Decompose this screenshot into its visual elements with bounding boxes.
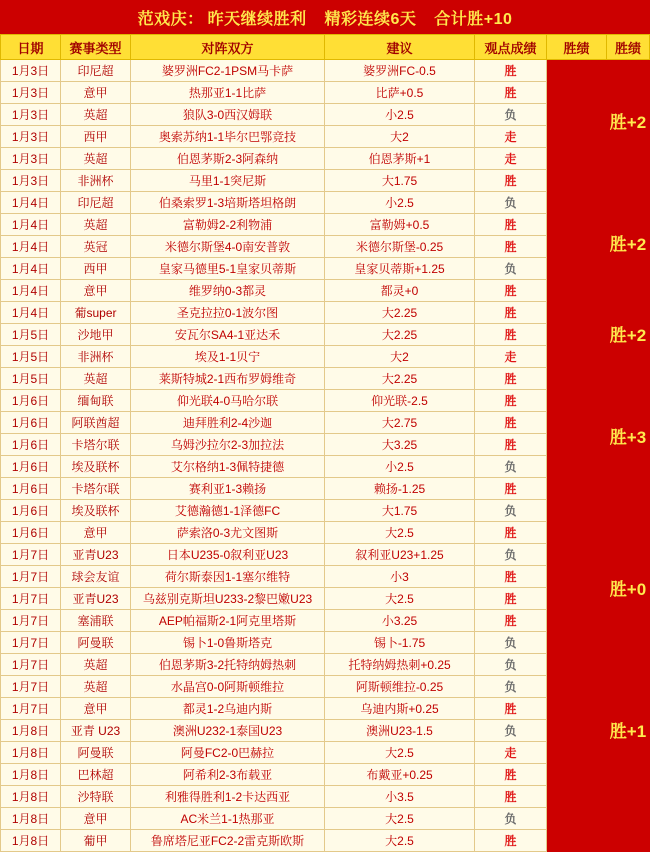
cell-result: 胜 [475,302,547,324]
table-row [1,368,607,390]
cell-win-spacer [547,126,607,148]
cell-league: 英超 [61,654,131,676]
header-win-record: 胜绩 [547,35,607,60]
table-row [1,522,607,544]
header-advice: 建议 [325,35,475,60]
table-row [1,170,607,192]
cell-advice: 大2.25 [325,368,475,390]
cell-advice: 大1.75 [325,170,475,192]
cell-date: 1月3日 [1,126,61,148]
cell-date: 1月4日 [1,214,61,236]
cell-result: 胜 [475,566,547,588]
cell-win-spacer [547,522,607,544]
cell-win-spacer [547,676,607,698]
cell-win-spacer [547,280,607,302]
table-row [1,346,607,368]
banner-line3: 合计胜+10 [434,10,513,28]
cell-match: 水晶宫0-0阿斯顿维拉 [131,676,325,698]
summary-group: 胜+1 [609,721,647,741]
cell-advice: 小2.5 [325,104,475,126]
summary-group: 胜+2 [609,326,647,346]
cell-league: 印尼超 [61,60,131,82]
table-row [1,258,607,280]
cell-win-spacer [547,588,607,610]
cell-date: 1月7日 [1,566,61,588]
table-row [1,610,607,632]
cell-advice: 锡卜-1.75 [325,632,475,654]
cell-result: 走 [475,126,547,148]
cell-result: 胜 [475,478,547,500]
table-row [1,192,607,214]
summary-column [606,34,650,790]
cell-date: 1月8日 [1,808,61,830]
cell-win-spacer [547,786,607,808]
cell-result: 负 [475,676,547,698]
banner-line1: 昨天继续胜利 [207,10,307,28]
cell-result: 负 [475,456,547,478]
table-row [1,588,607,610]
table-row [1,412,607,434]
cell-win-spacer [547,698,607,720]
cell-result: 胜 [475,280,547,302]
cell-league: 球会友谊 [61,566,131,588]
cell-league: 亚青U23 [61,544,131,566]
cell-date: 1月7日 [1,544,61,566]
summary-group: 胜+3 [609,427,647,447]
cell-match: 利雅得胜利1-2卡达西亚 [131,786,325,808]
cell-league: 亚青U23 [61,588,131,610]
cell-advice: 赖扬-1.25 [325,478,475,500]
cell-league: 埃及联杯 [61,456,131,478]
cell-date: 1月3日 [1,104,61,126]
cell-win-spacer [547,346,607,368]
cell-league: 意甲 [61,82,131,104]
cell-advice: 仰光联-2.5 [325,390,475,412]
cell-league: 塞浦联 [61,610,131,632]
cell-league: 意甲 [61,808,131,830]
cell-league: 沙地甲 [61,324,131,346]
cell-match: 锡卜1-0鲁斯塔克 [131,632,325,654]
cell-league: 卡塔尔联 [61,478,131,500]
cell-win-spacer [547,368,607,390]
cell-result: 负 [475,720,547,742]
cell-date: 1月4日 [1,280,61,302]
cell-advice: 大2.5 [325,588,475,610]
cell-advice: 布戴亚+0.25 [325,764,475,786]
cell-date: 1月7日 [1,698,61,720]
cell-match: 埃及1-1贝宁 [131,346,325,368]
cell-match: 皇家马德里5-1皇家贝蒂斯 [131,258,325,280]
cell-result: 胜 [475,324,547,346]
cell-win-spacer [547,720,607,742]
table-row [1,698,607,720]
cell-win-spacer [547,632,607,654]
cell-date: 1月3日 [1,170,61,192]
cell-league: 亚青 U23 [61,720,131,742]
cell-match: 仰光联4-0马哈尔联 [131,390,325,412]
cell-league: 英超 [61,104,131,126]
table-row [1,456,607,478]
cell-result: 负 [475,632,547,654]
header-opinion-result: 观点成绩 [475,35,547,60]
summary-group: 胜+2 [609,113,647,133]
cell-result: 走 [475,742,547,764]
cell-date: 1月8日 [1,742,61,764]
cell-league: 英超 [61,676,131,698]
cell-league: 西甲 [61,258,131,280]
cell-match: 都灵1-2乌迪内斯 [131,698,325,720]
cell-date: 1月8日 [1,786,61,808]
cell-date: 1月6日 [1,500,61,522]
cell-advice: 皇家贝蒂斯+1.25 [325,258,475,280]
cell-date: 1月6日 [1,434,61,456]
cell-advice: 大2 [325,126,475,148]
cell-date: 1月6日 [1,412,61,434]
cell-win-spacer [547,544,607,566]
cell-match: 阿曼FC2-0巴赫拉 [131,742,325,764]
cell-win-spacer [547,478,607,500]
table-row [1,830,607,852]
cell-date: 1月5日 [1,324,61,346]
cell-date: 1月7日 [1,588,61,610]
cell-win-spacer [547,654,607,676]
cell-result: 走 [475,148,547,170]
cell-win-spacer [547,434,607,456]
cell-date: 1月7日 [1,676,61,698]
summary-groups [606,60,650,790]
cell-result: 胜 [475,610,547,632]
cell-advice: 小2.5 [325,192,475,214]
cell-result: 胜 [475,588,547,610]
cell-advice: 富勒姆+0.5 [325,214,475,236]
cell-advice: 大2.5 [325,742,475,764]
cell-win-spacer [547,456,607,478]
cell-win-spacer [547,566,607,588]
cell-result: 胜 [475,412,547,434]
cell-result: 负 [475,500,547,522]
cell-match: 鲁席塔尼亚FC2-2雷克斯欧斯 [131,830,325,852]
cell-win-spacer [547,170,607,192]
table-row [1,324,607,346]
cell-match: 赛利亚1-3赖扬 [131,478,325,500]
cell-league: 意甲 [61,698,131,720]
cell-result: 胜 [475,522,547,544]
cell-date: 1月4日 [1,258,61,280]
summary-group: 胜+0 [609,579,647,599]
table-row [1,390,607,412]
cell-win-spacer [547,60,607,82]
table-row [1,632,607,654]
summary-group: 胜+2 [609,235,647,254]
cell-win-spacer [547,390,607,412]
cell-match: 乌姆沙拉尔2-3加拉法 [131,434,325,456]
cell-match: 艾德瀚德1-1泽德FC [131,500,325,522]
cell-league: 埃及联杯 [61,500,131,522]
cell-match: 萨索洛0-3尤文图斯 [131,522,325,544]
table-header-row [1,35,607,60]
cell-result: 负 [475,654,547,676]
cell-league: 英超 [61,148,131,170]
cell-win-spacer [547,324,607,346]
cell-match: 伯恩茅斯2-3阿森纳 [131,148,325,170]
cell-advice: 乌迪内斯+0.25 [325,698,475,720]
cell-win-spacer [547,258,607,280]
cell-advice: 小3 [325,566,475,588]
cell-match: 狼队3-0西汉姆联 [131,104,325,126]
cell-advice: 婆罗洲FC-0.5 [325,60,475,82]
cell-league: 印尼超 [61,192,131,214]
cell-advice: 大2.25 [325,302,475,324]
cell-match: 米德尔斯堡4-0南安普敦 [131,236,325,258]
cell-league: 阿曼联 [61,632,131,654]
cell-win-spacer [547,82,607,104]
cell-match: 婆罗洲FC2-1PSM马卡萨 [131,60,325,82]
banner-title [0,0,650,34]
cell-league: 卡塔尔联 [61,434,131,456]
cell-result: 胜 [475,390,547,412]
cell-result: 走 [475,346,547,368]
table-row [1,280,607,302]
table-row [1,654,607,676]
cell-league: 西甲 [61,126,131,148]
cell-match: 安瓦尔SA4-1亚达禾 [131,324,325,346]
cell-league: 葡super [61,302,131,324]
cell-match: 乌兹别克斯坦U233-2黎巴嫩U23 [131,588,325,610]
cell-league: 葡甲 [61,830,131,852]
table-row [1,82,607,104]
cell-advice: 澳洲U23-1.5 [325,720,475,742]
cell-match: 圣克拉拉0-1波尔图 [131,302,325,324]
cell-match: 奥索苏纳1-1毕尔巴鄂竞技 [131,126,325,148]
cell-match: 莱斯特城2-1西布罗姆维奇 [131,368,325,390]
cell-result: 胜 [475,698,547,720]
cell-result: 负 [475,258,547,280]
cell-date: 1月5日 [1,346,61,368]
cell-result: 负 [475,104,547,126]
cell-result: 胜 [475,82,547,104]
cell-advice: 米德尔斯堡-0.25 [325,236,475,258]
cell-date: 1月4日 [1,192,61,214]
cell-advice: 托特纳姆热刺+0.25 [325,654,475,676]
cell-match: 伯恩茅斯3-2托特纳姆热刺 [131,654,325,676]
cell-result: 胜 [475,434,547,456]
cell-advice: 小3.5 [325,786,475,808]
header-match: 对阵双方 [131,35,325,60]
cell-win-spacer [547,192,607,214]
cell-date: 1月7日 [1,632,61,654]
cell-match: 荷尔斯泰因1-1塞尔维特 [131,566,325,588]
cell-date: 1月6日 [1,478,61,500]
cell-date: 1月7日 [1,610,61,632]
cell-match: 澳洲U232-1泰国U23 [131,720,325,742]
banner-line2: 精彩连续6天 [324,10,417,28]
predictions-table [0,34,607,852]
cell-result: 胜 [475,236,547,258]
table-row [1,434,607,456]
cell-date: 1月8日 [1,764,61,786]
table-row [1,126,607,148]
cell-result: 负 [475,544,547,566]
cell-advice: 大1.75 [325,500,475,522]
cell-result: 负 [475,192,547,214]
cell-date: 1月4日 [1,236,61,258]
cell-advice: 大2.5 [325,830,475,852]
cell-league: 英超 [61,368,131,390]
cell-win-spacer [547,104,607,126]
table-row [1,478,607,500]
cell-league: 巴林超 [61,764,131,786]
table-row [1,544,607,566]
cell-date: 1月6日 [1,390,61,412]
cell-result: 胜 [475,60,547,82]
cell-league: 阿联酋超 [61,412,131,434]
cell-result: 胜 [475,214,547,236]
cell-match: 日本U235-0叙利亚U23 [131,544,325,566]
cell-league: 意甲 [61,522,131,544]
table-row [1,764,607,786]
cell-win-spacer [547,302,607,324]
cell-advice: 都灵+0 [325,280,475,302]
table-row [1,676,607,698]
cell-result: 胜 [475,368,547,390]
cell-advice: 大2.25 [325,324,475,346]
cell-date: 1月4日 [1,302,61,324]
table-row [1,214,607,236]
cell-match: 维罗纳0-3都灵 [131,280,325,302]
header-league: 赛事类型 [61,35,131,60]
cell-advice: 叙利亚U23+1.25 [325,544,475,566]
table-row [1,786,607,808]
cell-win-spacer [547,808,607,830]
cell-league: 缅甸联 [61,390,131,412]
table-row [1,808,607,830]
cell-date: 1月8日 [1,830,61,852]
cell-advice: 伯恩茅斯+1 [325,148,475,170]
cell-date: 1月7日 [1,654,61,676]
cell-advice: 小3.25 [325,610,475,632]
cell-date: 1月8日 [1,720,61,742]
cell-win-spacer [547,764,607,786]
cell-win-spacer [547,412,607,434]
cell-date: 1月6日 [1,456,61,478]
cell-date: 1月5日 [1,368,61,390]
cell-result: 胜 [475,830,547,852]
cell-win-spacer [547,236,607,258]
cell-league: 英超 [61,214,131,236]
cell-match: 阿希利2-3布载亚 [131,764,325,786]
cell-win-spacer [547,610,607,632]
table-row [1,104,607,126]
cell-match: 马里1-1突尼斯 [131,170,325,192]
table-body [1,60,607,852]
cell-match: AEP帕福斯2-1阿克里塔斯 [131,610,325,632]
cell-league: 非洲杯 [61,346,131,368]
cell-league: 英冠 [61,236,131,258]
cell-advice: 大2.5 [325,808,475,830]
table-row [1,500,607,522]
cell-league: 阿曼联 [61,742,131,764]
cell-advice: 大3.25 [325,434,475,456]
table-row [1,148,607,170]
cell-league: 非洲杯 [61,170,131,192]
cell-advice: 小2.5 [325,456,475,478]
cell-match: 热那亚1-1比萨 [131,82,325,104]
table-row [1,236,607,258]
cell-match: 迪拜胜利2-4沙迦 [131,412,325,434]
cell-result: 胜 [475,786,547,808]
cell-advice: 阿斯顿维拉-0.25 [325,676,475,698]
cell-advice: 大2.5 [325,522,475,544]
cell-league: 沙特联 [61,786,131,808]
cell-match: AC米兰1-1热那亚 [131,808,325,830]
table-row [1,302,607,324]
table-row [1,720,607,742]
header-date: 日期 [1,35,61,60]
cell-win-spacer [547,742,607,764]
cell-date: 1月3日 [1,60,61,82]
summary-header: 胜绩 [606,34,650,60]
cell-advice: 大2 [325,346,475,368]
cell-advice: 大2.75 [325,412,475,434]
table-row [1,60,607,82]
banner-author: 范戏庆： [137,10,204,28]
table-row [1,566,607,588]
cell-win-spacer [547,830,607,852]
cell-date: 1月3日 [1,82,61,104]
table-row [1,742,607,764]
cell-win-spacer [547,148,607,170]
cell-win-spacer [547,214,607,236]
cell-league: 意甲 [61,280,131,302]
cell-result: 胜 [475,764,547,786]
cell-date: 1月3日 [1,148,61,170]
cell-date: 1月6日 [1,522,61,544]
cell-result: 胜 [475,170,547,192]
cell-advice: 比萨+0.5 [325,82,475,104]
cell-match: 富勒姆2-2利物浦 [131,214,325,236]
cell-result: 负 [475,808,547,830]
cell-match: 艾尔格纳1-3佩特捷德 [131,456,325,478]
cell-win-spacer [547,500,607,522]
cell-match: 伯桑索罗1-3培斯塔坦格朗 [131,192,325,214]
